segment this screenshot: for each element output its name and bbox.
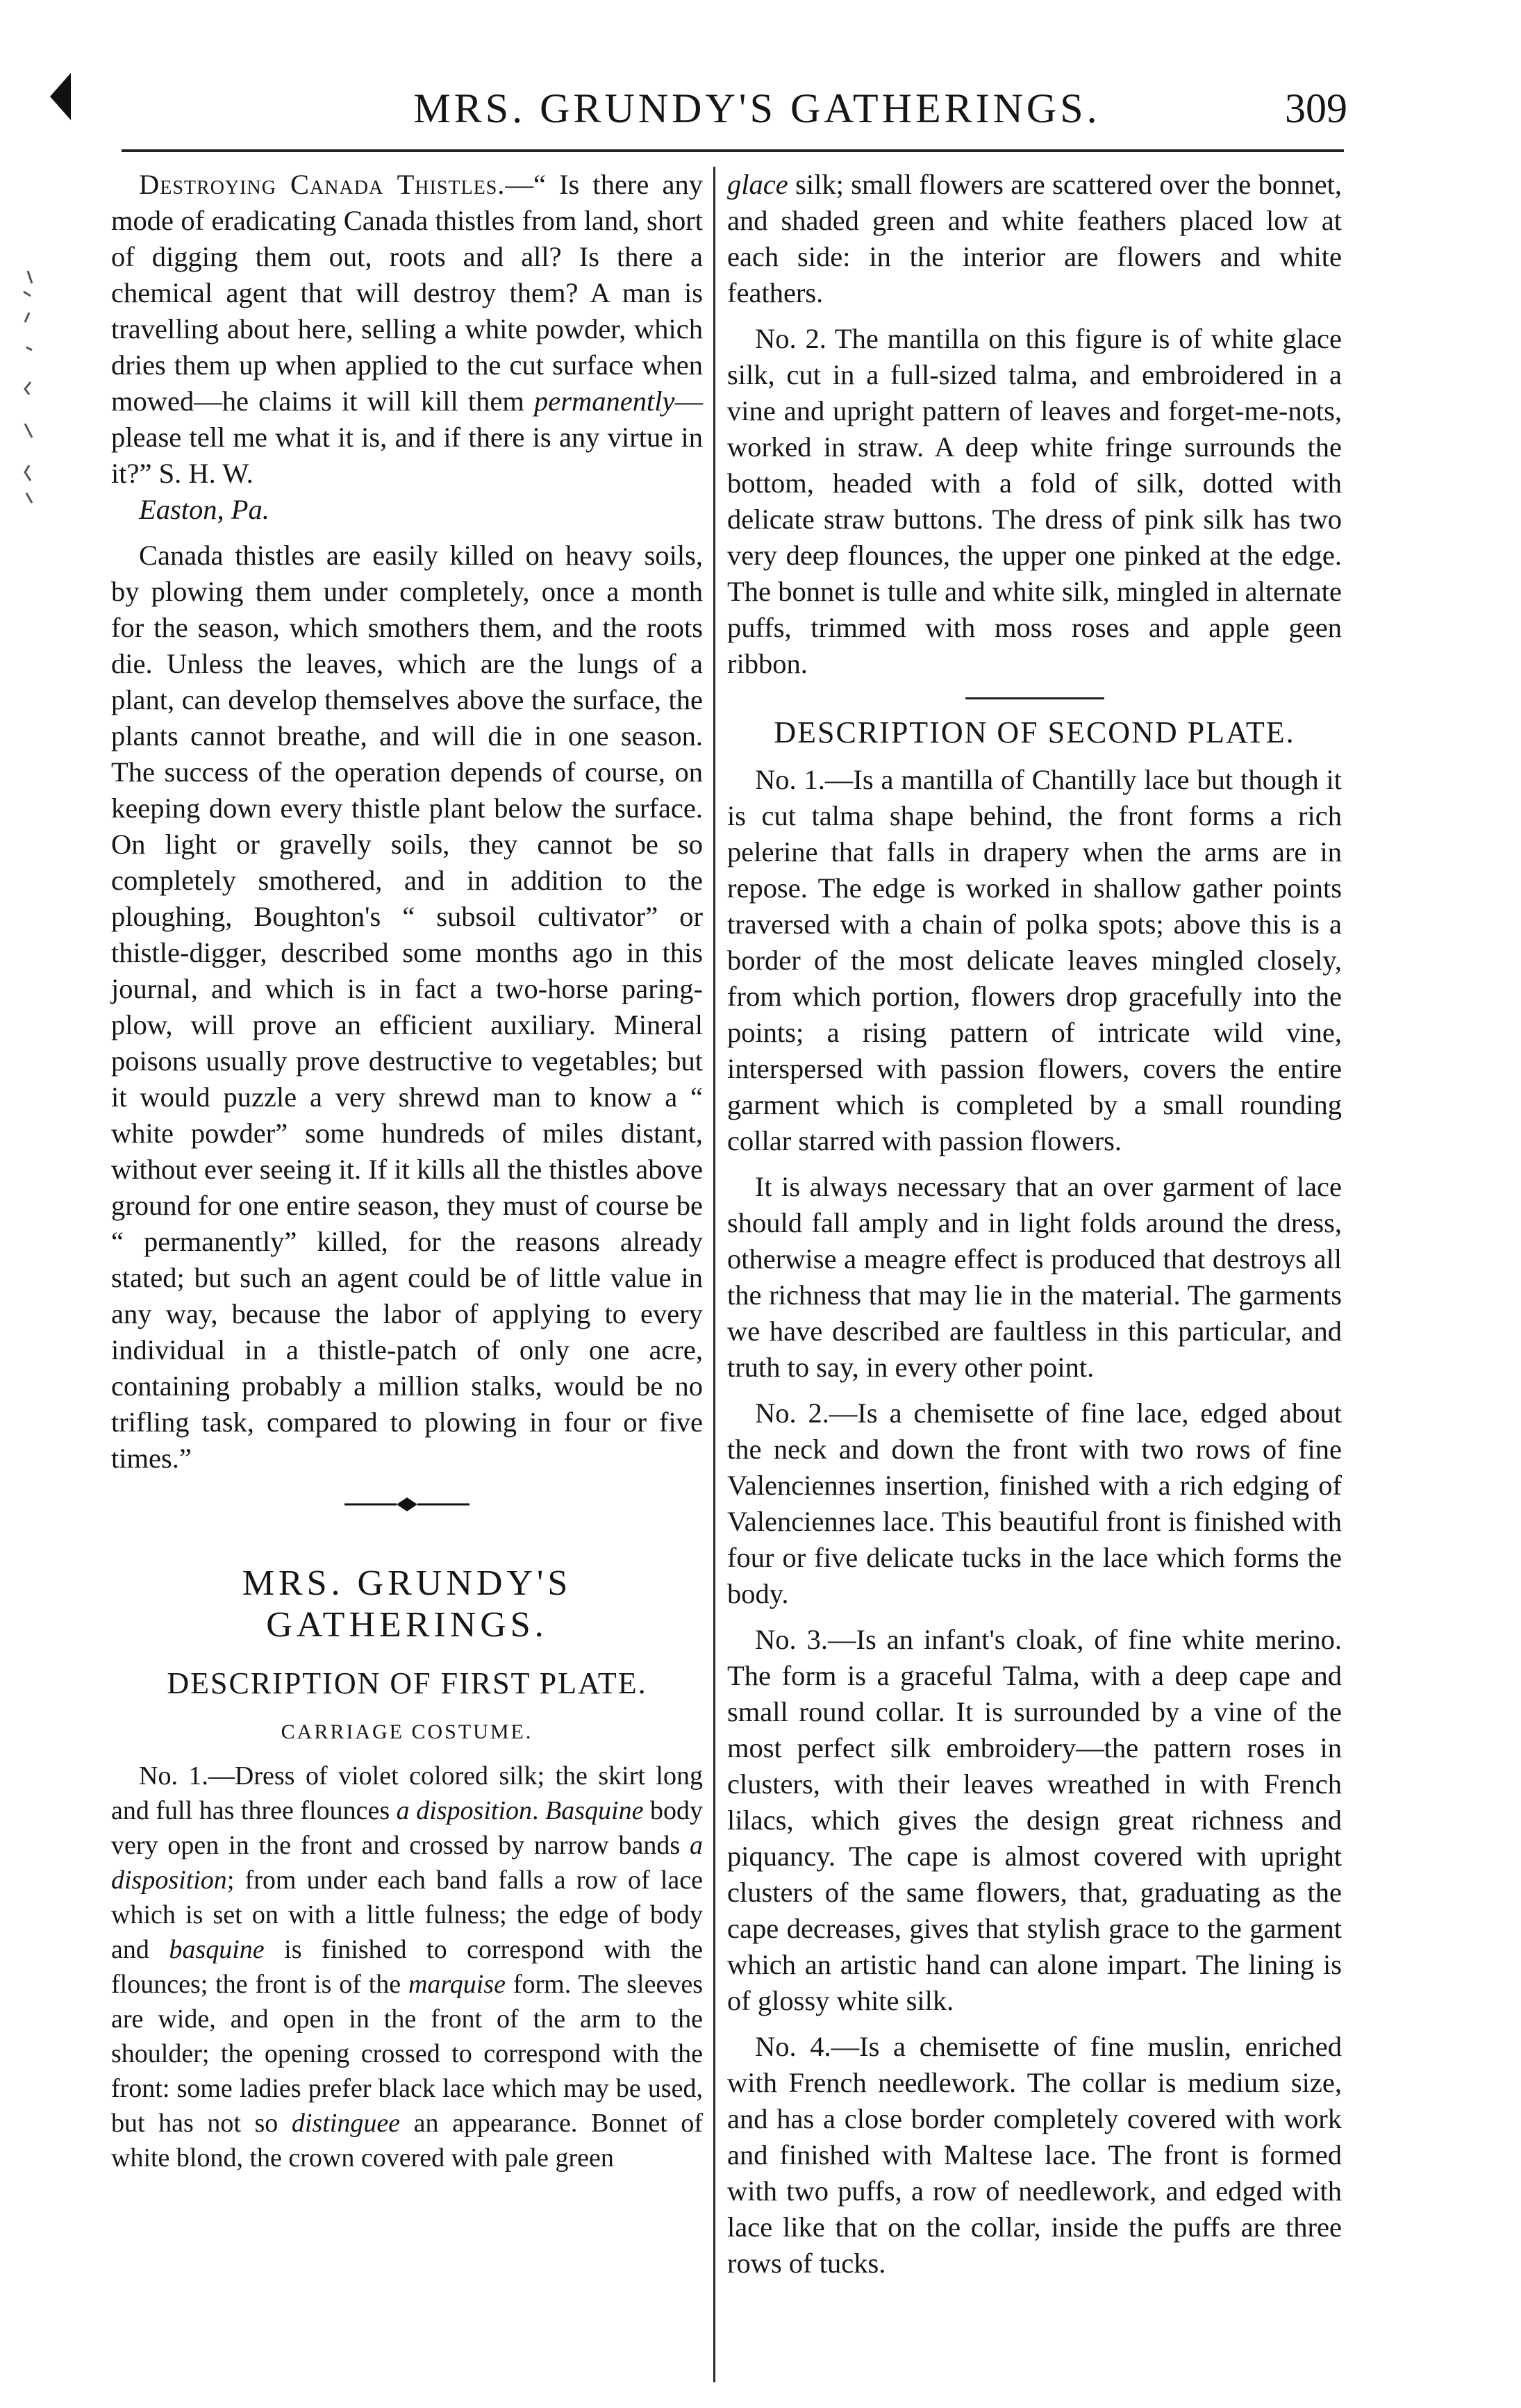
no1-text-c: body very open in the front and crossed by narrow bands (111, 1796, 704, 1860)
second-plate-note: It is always necessary that an over garment of lace should fall amply and in light folds around the dress, otherwise a meagre effect is produced that destroys all the richness that may lie in the material. The garments we have described are faultless in this particular, and truth to say, in every other point. (727, 1171, 1342, 1383)
costume-title: CARRIAGE COSTUME. (281, 1720, 533, 1743)
right-column (727, 167, 1342, 2282)
no1-emph-f: distinguee (291, 2109, 401, 2138)
running-title: MRS. GRUNDY'S GATHERINGS. (413, 85, 1101, 131)
first-plate-no1-continued (727, 167, 1342, 311)
thistle-question-end: —please tell me what it is, and if there is any virtue in it?” S. H. W. (111, 385, 703, 489)
second-plate-no4: No. 4.—Is a chemisette of fine muslin, enriched with French needlework. The collar is medium size, and has a close border completely covered with work and finished with Maltese lace. The front is formed with two puffs, a row of needlework, and edged with lace like that on the collar, inside the puffs are three rows of tucks. (727, 2031, 1342, 2279)
second-plate-no2: No. 2.—Is a chemisette of fine lace, edged about the neck and down the front with two rows of fine Valenciennes insertion, finished with a rich edging of Valenciennes lace. This beautiful front is finished with four or five delicate tucks in the lace which forms the body. (727, 1397, 1342, 1609)
thistle-question (111, 167, 703, 528)
continued-text: silk; small flowers are scattered over the bonnet, and shaded green and white feathers placed low at each side: in the interior are flowers and white feathers. (727, 169, 1342, 308)
first-plate-title: DESCRIPTION OF FIRST PLATE. (167, 1666, 647, 1700)
continued-emphasis: glace (727, 169, 788, 200)
second-plate-title: DESCRIPTION OF SECOND PLATE. (774, 715, 1295, 749)
no1-emph-b: Basquine (545, 1796, 644, 1825)
thistle-answer: Canada thistles are easily killed on heavy soils, by plowing them under completely, once a month for the season, which smothers them, and the roots die. Unless the leaves, which are the lungs of a plant, can develop themselves above the surface, the plants cannot breathe, and will die in one season. The success of the operation depends of course, on keeping down every thistle plant below the surface. On light or gravelly soils, they cannot be so completely smothered, and in addition to the ploughing, Boughton's “ subsoil cultivator” or thistle-digger, described some months ago in this journal, and which is in fact a two-horse paring-plow, will prove an efficient auxiliary. Mineral poisons usually prove destructive to vegetables; but it would puzzle a very shrewd man to know a “ white powder” some hundreds of miles distant, without ever seeing it. If it kills all the thistles above ground for one entire season, they must of course be “ permanently” killed, for the reasons already stated; but such an agent could be of little value in any way, because the labor of applying to every individual in a thistle-patch of only one acre, containing probably a million stalks, would be no trifling task, compared to plowing in four or five times.” (111, 540, 703, 1474)
no1-text-a: No. 1.—Dress of violet colored silk; the skirt long and full has three flounces (111, 1761, 703, 1825)
first-plate-no1 (111, 1759, 703, 2175)
section-ornament (344, 1495, 469, 1514)
no1-text-f: form. The sleeves are wide, and open in the front of the arm to the shoulder; the opening crossed to correspond with the front: some ladies prefer black lace which may be used, but has not so (111, 1970, 703, 2138)
no1-emph-d: basquine (169, 1935, 265, 1964)
margin-annotation-ink (14, 264, 49, 514)
page-number: 309 (1285, 85, 1347, 131)
second-plate-no3: No. 3.—Is an infant's cloak, of fine white merino. The form is a graceful Talma, with a deep cape and small round collar. It is surrounded by a vine of the most perfect silk embroidery—the pattern roses in clusters, with their leaves wreathed in with French lilacs, which gives the design great richness and piquancy. The cape is almost covered with upright clusters of the same flowers, that, graduating as the cape decreases, gives that stylish grace to the garment which an artistic hand can alone impart. The lining is of glossy white silk. (727, 1624, 1342, 2016)
thistle-signature: Easton, Pa. (139, 494, 269, 525)
section-title: MRS. GRUNDY'S GATHERINGS. (242, 1563, 572, 1645)
column-rule (713, 167, 715, 2382)
no1-emph-a: a disposition (396, 1796, 532, 1825)
no1-text-d: ; from under each band falls a row of lace which is set on with a little fulness; the edge of body and (111, 1866, 703, 1964)
no1-text-g: an appearance. Bonnet of white blond, the crown covered with pale green (111, 2109, 703, 2173)
no1-emph-e: marquise (408, 1970, 506, 1999)
second-plate-no1: No. 1.—Is a mantilla of Chantilly lace but though it is cut talma shape behind, the front forms a rich pelerine that falls in drapery when the arms are in repose. The edge is worked in shallow gather points traversed with a chain of polka spots; above this is a border of the most delicate leaves mingled closely, from which portion, flowers drop gracefully into the points; a rising pattern of intricate wild vine, interspersed with passion flowers, covers the entire garment which is completed by a small rounding collar starred with passion flowers. (727, 764, 1342, 1156)
thistle-heading: Destroying Canada Thistles. (139, 169, 506, 200)
left-column (111, 167, 703, 2175)
no1-emph-c: a disposition (111, 1831, 703, 1895)
no1-text-b: . (532, 1796, 546, 1825)
header-rule (122, 149, 1344, 152)
section-divider (965, 697, 1104, 699)
first-plate-no2: No. 2. The mantilla on this figure is of white glace silk, cut in a full-sized talma, and embroidered in a vine and upright pattern of leaves and forget-me-nots, worked in straw. A deep white fringe surrounds the bottom, headed with a fold of silk, dotted with delicate straw buttons. The dress of pink silk has two very deep flounces, the upper one pinked at the edge. The bonnet is tulle and white silk, mingled in alternate puffs, trimmed with moss roses and apple geen ribbon. (727, 323, 1342, 679)
thistle-question-emphasis: permanently (534, 385, 675, 417)
binding-mark (50, 73, 71, 120)
no1-text-e: is finished to correspond with the flounces; the front is of the (111, 1935, 703, 1999)
thistle-question-text: —“ Is there any mode of eradicating Canada thistles from land, short of digging them out, roots and all? Is there a chemical agent that will destroy them? A man is travelling about here, selling a white powder, which dries them up when applied to the cut surface when mowed—he claims it will kill them (111, 169, 703, 417)
